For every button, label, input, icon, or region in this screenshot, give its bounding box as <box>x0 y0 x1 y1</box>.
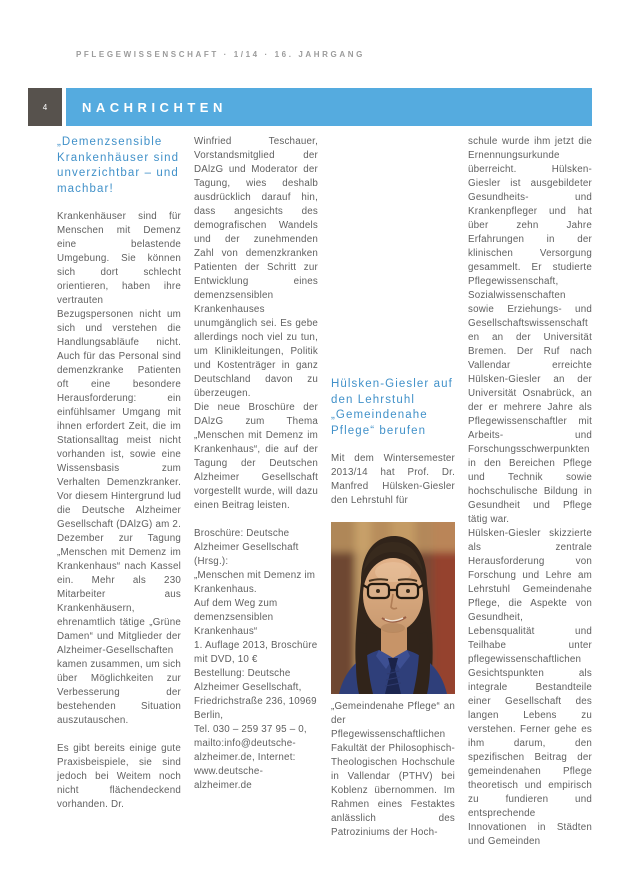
column-4 <box>468 135 592 863</box>
body-paragraph: Es gibt bereits einige gute Praxisbeispiele, sie sind jedoch bei Weitem noch nicht flächendeckend vorhanden. Dr. <box>57 743 181 810</box>
portrait-photo-illustration <box>331 522 455 694</box>
page-number: 4 <box>42 102 48 112</box>
section-bar <box>66 88 592 126</box>
column-2 <box>194 135 318 863</box>
page-number-box <box>28 88 62 126</box>
body-paragraph: Die neue Broschüre der DAlzG zum Thema „Menschen mit Demenz im Krankenhaus“, die auf der Tagung der Deutschen Alzheimer Gesellschaft vorgestellt wurde, will dazu einen Beitrag leisten. <box>194 402 318 511</box>
column-3 <box>331 135 455 863</box>
broschuere-line: 1. Auflage 2013, Broschüre mit DVD, 10 € <box>194 640 318 665</box>
section-title: NACHRICHTEN <box>82 99 227 115</box>
body-paragraph: Hülsken-Giesler skizzierte als zentrale Herausforderung von Forschung und Lehre am Lehrstuhl Gemeindenahe Pflege, die Aspekte von Gesundheit, Lebensqualität und Teilhabe unter pflegewissenschaftlichen Gesichtspunkten als integrale Bestandteile einer Gesellschaft des langen Lebens zu verstehen. Ferner gehe es ihm darum, den spezifischen Beitrag der gemeindenahen Pflege theoretisch und empirisch zu fundieren und entsprechende Innovationen in Städten und Gemeinden <box>468 528 592 847</box>
body-paragraph: „Gemeindenahe Pflege“ an der Pflegewissenschaftlichen Fakultät der Philosophisch-Theologischen Hochschule in Vallendar (PTHV) bei Koblenz übernommen. Im Rahmen eines Festaktes anlässlich des Patroziniums der Hoch- <box>331 701 455 838</box>
article-headline-demenz: „Demenzsensible Krankenhäuser sind unverzichtbar – und machbar! <box>57 136 180 195</box>
broschuere-line: Bestellung: Deutsche Alzheimer Gesellschaft, Friedrichstraße 236, 10969 Berlin, <box>194 668 317 721</box>
broschuere-info-block <box>194 527 318 793</box>
broschuere-line: Broschüre: Deutsche Alzheimer Gesellschaft (Hrsg.): <box>194 528 299 567</box>
article-columns <box>57 135 593 863</box>
broschuere-line: „Menschen mit Demenz im Krankenhaus. <box>194 570 316 595</box>
article-headline-huelsken: Hülsken-Giesler auf den Lehrstuhl „Gemeindenahe Pflege“ berufen <box>331 378 453 437</box>
column-1 <box>57 135 181 863</box>
broschuere-line: Tel. 030 – 259 37 95 – 0, mailto:info@deutsche-alzheimer.de, Internet: www.deutsche-alzheimer.de <box>194 724 307 791</box>
body-paragraph: Krankenhäuser sind für Menschen mit Demenz eine belastende Umgebung. Sie können sich dort schlecht orientieren, haben ihre vertrauten Bezugspersonen nicht um sich und verstehen die Handlungsabläufe nicht. Auch für das Personal sind demenzkranke Patienten oft eine besondere Herausforderung: ein einfühlsamer Umgang mit ihnen erfordert Zeit, die im Stationsalltag meist nicht vorhanden ist, sowie eine Wissensbasis zum Verhalten Demenzkranker. Vor diesem Hintergrund lud die Deutsche Alzheimer Gesellschaft (DAlzG) am 2. Dezember zur Tagung „Menschen mit Demenz im Krankenhaus“ nach Kassel ein. Mehr als 230 Mitarbeiter aus Krankenhäusern, ehrenamtlich tätige „Grüne Damen“ und Mitglieder der Alzheimer-Gesellschaften kamen zusammen, um sich über Möglichkeiten zur Verbesserung der bestehenden Situation auszutauschen. <box>57 211 181 726</box>
body-paragraph: Mit dem Wintersemester 2013/14 hat Prof. Dr. Manfred Hülsken-Giesler den Lehrstuhl für <box>331 453 455 506</box>
column-top-spacer <box>331 135 455 377</box>
portrait-photo <box>331 522 455 694</box>
body-paragraph: schule wurde ihm jetzt die Ernennungsurkunde überreicht. Hülsken-Giesler ist ausgebildeter Gesundheits- und Krankenpfleger und hat über zehn Jahre Erfahrungen in der klinischen Versorgung gesammelt. Er studierte Pflegewissenschaft, Sozialwissenschaften sowie Erziehungs- und Gesellschaftswissenschaften an der Universität Bremen. Der Ruf nach Vallendar erreichte Hülsken-Giesler an der Universität Osnabrück, an der er mehrere Jahre als Pflegewissenschaftler mit Arbeits- und Forschungsschwerpunkten in den Bereichen Pflege und Technik sowie hochschulische Bildung in Gesundheit und Pflege tätig war. <box>468 136 592 525</box>
body-paragraph: Winfried Teschauer, Vorstandsmitglied der DAlzG und Moderator der Tagung, wies deshalb ausdrücklich darauf hin, dass angesichts des demografischen Wandels und der zunehmenden Zahl von demenzkranken Patienten der Schritt zur Entwicklung eines demenzsensiblen Krankenhauses unumgänglich sei. Es gebe allerdings noch viel zu tun, um Klinikleitungen, Politik und Kostenträger in ganz Deutschland davon zu überzeugen. <box>194 136 318 399</box>
journal-header-line: PFLEGEWISSENSCHAFT · 1/14 · 16. JAHRGANG <box>76 50 365 59</box>
broschuere-line: Auf dem Weg zum demenzsensiblen Krankenhaus“ <box>194 598 278 637</box>
